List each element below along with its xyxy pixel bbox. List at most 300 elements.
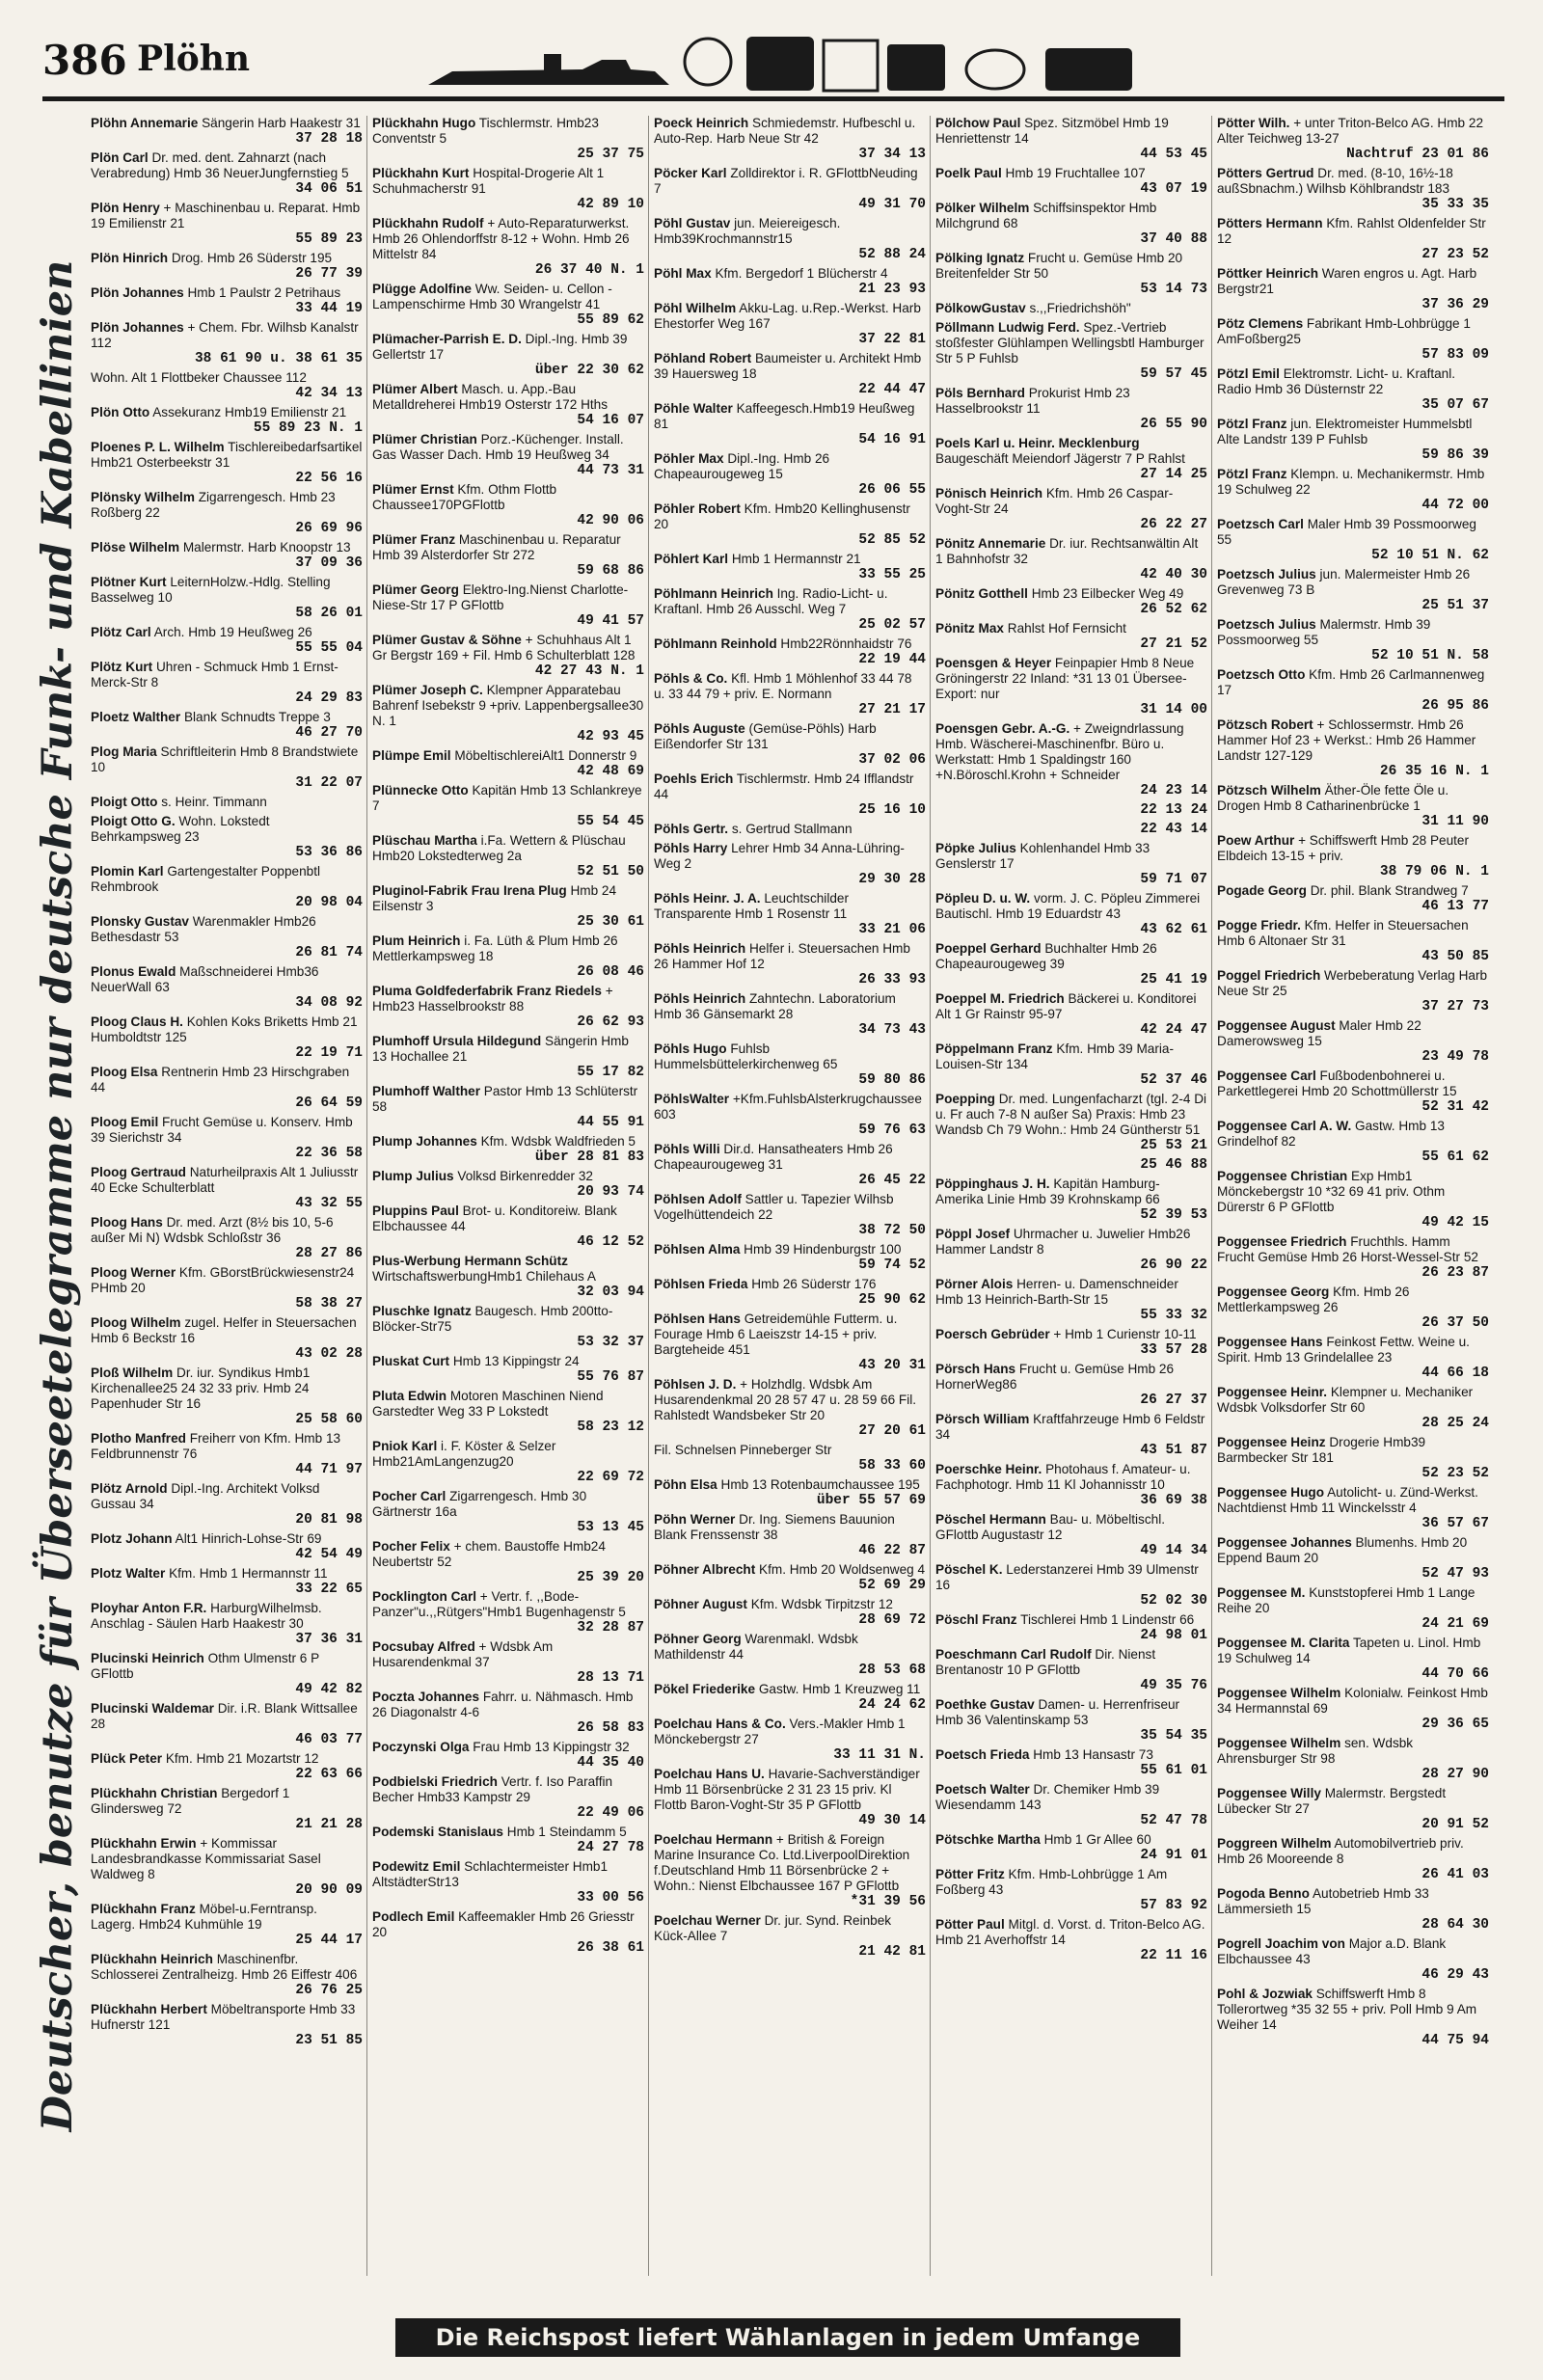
entry-phone: 59 74 52 — [858, 1258, 926, 1273]
directory-entry — [935, 1832, 1207, 1863]
directory-entry — [372, 1254, 644, 1300]
entry-phone: 28 53 68 — [858, 1663, 926, 1678]
entry-phone: 26 27 37 — [1140, 1393, 1207, 1408]
entry-details: Kfm. GBorstBrückwiesenstr24 PHmb 20 — [91, 1265, 355, 1295]
directory-entry — [1217, 1485, 1489, 1531]
entry-name: Poczta Johannes — [372, 1690, 480, 1704]
entry-name: Poetzsch Carl — [1217, 517, 1304, 531]
directory-entry — [372, 1204, 644, 1250]
directory-entry — [1217, 667, 1489, 714]
entry-name: Pöppinghaus J. H. — [935, 1176, 1050, 1191]
entry-name: Pöhle Walter — [654, 401, 733, 416]
entry-details: Getreidemühle Futterm. u. Fourage Hmb 6 Laeiszstr 14-15 + priv. Bargteheide 451 — [654, 1312, 898, 1357]
entry-phone: 59 80 86 — [858, 1072, 926, 1088]
directory-entry — [91, 795, 363, 810]
entry-name: Plümer Georg — [372, 582, 459, 597]
entry-name: Pluma Goldfederfabrik Franz Riedels — [372, 984, 602, 998]
entry-details: Kaffeegesch.Hmb19 Heußweg 81 — [654, 401, 915, 431]
entry-phone: 42 90 06 — [577, 513, 644, 528]
entry-details: Motoren Maschinen Niend Garstedter Weg 33 P Lokstedt — [372, 1389, 604, 1419]
entry-details: Gartengestalter Poppenbtl Rehmbrook — [91, 864, 321, 894]
directory-entry — [372, 1539, 644, 1585]
directory-entry — [1217, 567, 1489, 613]
entry-details: Maschinenfbr. Schlosserei Zentralheizg. Hmb 26 Eiffestr 406 — [91, 1952, 358, 1982]
entry-details: Porz.-Küchenger. Install. Gas Wasser Dach. Hmb 19 Heußweg 34 — [372, 432, 624, 462]
entry-details: Äther-Öle fette Öle u. Drogen Hmb 8 Catharinenbrücke 1 — [1217, 783, 1449, 813]
directory-entry — [91, 251, 363, 282]
entry-phone: 58 33 60 — [858, 1458, 926, 1474]
directory-entry — [935, 1917, 1207, 1963]
directory-entry — [935, 1277, 1207, 1323]
entry-name: Poggensee Hugo — [1217, 1485, 1325, 1500]
entry-phone: 55 61 62 — [1421, 1149, 1489, 1165]
entry-phone: 55 89 23 — [295, 231, 363, 247]
entry-phone: 46 03 77 — [295, 1732, 363, 1747]
directory-entry — [654, 552, 926, 582]
entry-phone: 25 39 20 — [577, 1570, 644, 1585]
entry-name: Plus-Werbung Hermann Schütz — [372, 1254, 568, 1268]
entry-details: Gastw. Hmb 1 Kreuzweg 11 — [758, 1682, 921, 1696]
entry-name: Poggensee Wilhelm — [1217, 1686, 1341, 1700]
entry-details: Drog. Hmb 26 Süderstr 195 — [171, 251, 333, 265]
entry-name: Pogge Friedr. — [1217, 918, 1301, 933]
directory-entry — [91, 1566, 363, 1597]
entry-name: Ploog Emil — [91, 1115, 159, 1129]
entry-phone: 57 83 09 — [1421, 347, 1489, 363]
entry-name: Plötz Kurt — [91, 660, 153, 674]
entry-name: Pöhls Harry — [654, 841, 728, 855]
entry-phone: 33 57 28 — [1140, 1342, 1207, 1358]
entry-phone: 21 42 81 — [858, 1944, 926, 1960]
directory-entry — [654, 636, 926, 667]
entry-details: Hmb 13 Rotenbaumchaussee 195 — [720, 1477, 920, 1492]
entry-details: Rentnerin Hmb 23 Hirschgraben 44 — [91, 1065, 350, 1095]
entry-name: Plötner Kurt — [91, 575, 167, 589]
entry-name: Poggensee Georg — [1217, 1285, 1330, 1299]
entry-name: Pöhn Werner — [654, 1512, 736, 1527]
directory-entry — [372, 1859, 644, 1906]
entry-details: Kfm. Othm Flottb Chaussee170PGFlottb — [372, 482, 557, 512]
entry-name: Plump Julius — [372, 1169, 454, 1183]
entry-details: Blumenhs. Hmb 20 Eppend Baum 20 — [1217, 1535, 1468, 1565]
entry-name: Poels Karl u. Heinr. Mecklenburg — [935, 436, 1140, 450]
entry-name: Ployhar Anton F.R. — [91, 1601, 207, 1615]
entry-name: Plön Johannes — [91, 285, 184, 300]
entry-name: Plückhahn Hugo — [372, 116, 476, 130]
entry-name: Plück Peter — [91, 1751, 163, 1766]
cabinet-illustration — [887, 44, 945, 91]
entry-name: Ploetz Walther — [91, 710, 181, 724]
directory-entry — [91, 116, 363, 147]
entry-details: Sattler u. Tapezier Wilhsb Vogelhüttendeich 22 — [654, 1192, 894, 1222]
entry-phone: 53 13 45 — [577, 1520, 644, 1535]
entry-phone: 38 61 90 u. 38 61 35 — [194, 351, 363, 366]
entry-phone: 54 16 07 — [577, 413, 644, 428]
entry-phone: 58 23 12 — [577, 1420, 644, 1435]
entry-details: Lederstanzerei Hmb 39 Ulmenstr 16 — [935, 1562, 1199, 1592]
entry-phone: 44 70 66 — [1421, 1666, 1489, 1682]
entry-details: Kfm. Hmb 26 Carlmannenweg 17 — [1217, 667, 1485, 697]
entry-details: Kunststopferei Hmb 1 Lange Reihe 20 — [1217, 1585, 1475, 1615]
entry-name: Ploigt Otto — [91, 795, 158, 809]
entry-name: Poensgen & Heyer — [935, 656, 1052, 670]
directory-entry — [91, 744, 363, 791]
entry-details: Zolldirektor i. R. GFlottbNeuding 7 — [654, 166, 918, 196]
entry-name: Ploog Wilhelm — [91, 1315, 181, 1330]
entry-name: Pöhlmann Reinhold — [654, 636, 777, 651]
directory-entry — [935, 436, 1207, 482]
directory-entry — [1217, 1435, 1489, 1481]
entry-details: s.,,Friedrichshöh" — [1029, 301, 1131, 315]
entry-phone: 26 62 93 — [577, 1014, 644, 1030]
page-number: 386 — [42, 37, 127, 84]
entry-name: Plucinski Heinrich — [91, 1651, 204, 1665]
entry-phone: 25 46 88 — [1140, 1157, 1207, 1173]
entry-name: Plückhahn Herbert — [91, 2002, 207, 2016]
entry-details: Kfm. Hmb-Lohbrügge 1 Am Foßberg 43 — [935, 1867, 1168, 1897]
entry-phone: 27 20 61 — [858, 1423, 926, 1439]
directory-entry — [91, 710, 363, 741]
entry-phone: 27 21 52 — [1140, 636, 1207, 652]
entry-name: Pogade Georg — [1217, 883, 1307, 898]
entry-details: Hmb 26 Süderstr 176 — [751, 1277, 877, 1291]
directory-entry — [935, 1327, 1207, 1358]
directory-entry — [654, 1242, 926, 1273]
entry-details: Spez.-Vertrieb stoßfester Glühlampen Wellingsbtl Hamburger Str 5 P Fuhlsb — [935, 320, 1205, 365]
entry-phone: 37 36 31 — [295, 1632, 363, 1647]
entry-details: Fabrikant Hmb-Lohbrügge 1 AmFoßberg25 — [1217, 316, 1471, 346]
entry-phone: 22 56 16 — [295, 471, 363, 486]
entry-details: (Gemüse-Pöhls) Harb Eißendorfer Str 131 — [654, 721, 877, 751]
entry-details: HarburgWilhelmsb. Anschlag - Säulen Harb Haakestr 30 — [91, 1601, 322, 1631]
entry-details: Bergedorf 1 Glindersweg 72 — [91, 1786, 290, 1816]
entry-details: + Zweigndrlassung Hmb. Wäscherei-Maschinenfbr. Büro u. Werkstatt: Hmb 1 Spaldingstr 160 +N.Böroschl.Krohn + Schneider — [935, 721, 1184, 782]
entry-phone: 22 49 06 — [577, 1805, 644, 1821]
entry-name: Plückhahn Christian — [91, 1786, 218, 1800]
entry-name: Pörsch William — [935, 1412, 1030, 1426]
entry-details: Klempn. u. Mechanikermstr. Hmb 19 Schulweg 22 — [1217, 467, 1485, 497]
entry-details: Dr. Ing. Siemens Bauunion Blank Frenssenstr 38 — [654, 1512, 895, 1542]
entry-name: Poggensee Johannes — [1217, 1535, 1352, 1550]
entry-details: + unter Triton-Belco AG. Hmb 22 Alter Teichweg 13-27 — [1217, 116, 1484, 146]
entry-name: Pötter Wilh. — [1217, 116, 1290, 130]
directory-entry — [91, 1531, 363, 1562]
directory-entry — [1217, 216, 1489, 262]
entry-name: Pöschel Hermann — [935, 1512, 1046, 1527]
entry-details: Möbel-u.Ferntransp. Lagerg. Hmb24 Kuhmühle 19 — [91, 1902, 317, 1932]
directory-entry — [935, 1612, 1207, 1643]
entry-details: sen. Wdsbk Ahrensburger Str 98 — [1217, 1736, 1414, 1766]
entry-details: Freiherr von Kfm. Hmb 13 Feldbrunnenstr 76 — [91, 1431, 341, 1461]
directory-entry — [91, 285, 363, 316]
entry-details: Othm Ulmenstr 6 P GFlottb — [91, 1651, 319, 1681]
entry-name: Pöppl Josef — [935, 1227, 1011, 1241]
entry-details: Major a.D. Blank Elbchaussee 43 — [1217, 1936, 1447, 1966]
entry-name: Poetsch Walter — [935, 1782, 1030, 1797]
entry-name: Plotho Manfred — [91, 1431, 186, 1446]
entry-name: Pöhl Wilhelm — [654, 301, 737, 315]
directory-entry — [935, 201, 1207, 247]
entry-phone: 49 31 70 — [858, 197, 926, 212]
entry-details: Dr. phil. Blank Strandweg 7 — [1310, 883, 1469, 898]
directory-entry — [654, 301, 926, 347]
entry-phone: 52 02 30 — [1140, 1593, 1207, 1609]
entry-details: Baugeschäft Meiendorf Jägerstr 7 P Rahlst — [935, 451, 1185, 466]
directory-entry — [654, 1312, 926, 1373]
entry-details: Dr. med. Arzt (8½ bis 10, 5-6 außer Mi N) Wdsbk Schloßstr 36 — [91, 1215, 334, 1245]
entry-name: Plümer Joseph C. — [372, 683, 483, 697]
entry-name: Pluginol-Fabrik Frau Irena Plug — [372, 883, 567, 898]
entry-name: Pöhn Elsa — [654, 1477, 717, 1492]
entry-phone: 44 53 45 — [1140, 147, 1207, 162]
directory-entry — [1217, 266, 1489, 312]
entry-details: Hmb 13 Kippingstr 24 — [452, 1354, 580, 1368]
entry-name: Pötters Hermann — [1217, 216, 1323, 230]
entry-details: Zigarrengesch. Hmb 30 Gärtnerstr 16a — [372, 1489, 587, 1519]
directory-entry — [372, 1589, 644, 1636]
entry-details: Frucht u. Gemüse Hmb 26 HornerWeg86 — [935, 1362, 1175, 1392]
directory-entry — [372, 1639, 644, 1686]
entry-details: Masch. u. App.-Bau Metalldreherei Hmb19 Osterstr 172 Hths — [372, 382, 609, 412]
entry-name: Plön Carl — [91, 150, 149, 165]
advertising-illustration-strip — [428, 27, 1161, 95]
directory-entry — [654, 1092, 926, 1138]
directory-entry — [91, 1601, 363, 1647]
case-illustration — [1045, 48, 1132, 91]
entry-details: Schiffsinspektor Hmb Milchgrund 68 — [935, 201, 1157, 230]
directory-entry — [91, 1065, 363, 1111]
entry-details: s. Gertrud Stallmann — [731, 822, 853, 836]
entry-phone: 33 55 25 — [858, 567, 926, 582]
entry-phone: 24 91 01 — [1140, 1848, 1207, 1863]
directory-entry — [91, 625, 363, 656]
directory-entry — [91, 1265, 363, 1312]
directory-entry — [1217, 1936, 1489, 1983]
directory-entry — [1217, 918, 1489, 964]
directory-entry — [1217, 1987, 1489, 2048]
directory-entry — [654, 586, 926, 633]
entry-details: Kfm. Bergedorf 1 Blücherstr 4 — [715, 266, 888, 281]
directory-entry — [1217, 467, 1489, 513]
entry-phone: 55 89 62 — [577, 312, 644, 328]
entry-phone: 37 22 81 — [858, 332, 926, 347]
directory-entry — [1217, 166, 1489, 212]
entry-phone: 31 22 07 — [295, 775, 363, 791]
entry-name: Plum Heinrich — [372, 933, 461, 948]
entry-name: Pötz Clemens — [1217, 316, 1304, 331]
entry-details: Herren- u. Damenschneider Hmb 13 Heinrich-Barth-Str 15 — [935, 1277, 1178, 1307]
entry-details: s. Heinr. Timmann — [161, 795, 267, 809]
entry-phone: 42 93 45 — [577, 729, 644, 744]
entry-name: Pölking Ignatz — [935, 251, 1025, 265]
directory-entry — [1217, 1385, 1489, 1431]
entry-details: Schiffswerft Hmb 8 Tollerortweg *35 32 55 + priv. Poll Hmb 9 Am Weiher 14 — [1217, 1987, 1477, 2032]
entry-phone: 32 28 87 — [577, 1620, 644, 1636]
directory-entry — [91, 964, 363, 1011]
entry-phone: 22 44 47 — [858, 382, 926, 397]
directory-entry — [1217, 1686, 1489, 1732]
entry-details: Kfm. Hmb 20 Woldsenweg 4 — [759, 1562, 926, 1577]
directory-entry — [372, 1740, 644, 1771]
column-divider — [930, 116, 931, 2276]
entry-name: Poetzsch Julius — [1217, 567, 1316, 581]
entry-name: Plog Maria — [91, 744, 157, 759]
entry-name: Plomin Karl — [91, 864, 164, 879]
entry-details: Fil. Schnelsen Pinneberger Str — [654, 1443, 832, 1457]
entry-details: Kraftfahrzeuge Hmb 6 Feldstr 34 — [935, 1412, 1205, 1442]
entry-name: Plöse Wilhelm — [91, 540, 180, 554]
entry-name: Podemski Stanislaus — [372, 1825, 503, 1839]
entry-phone: 53 14 73 — [1140, 282, 1207, 297]
directory-entry — [654, 1717, 926, 1763]
entry-phone: 55 17 82 — [577, 1065, 644, 1080]
entry-details: Dr. Chemiker Hmb 39 Wiesendamm 143 — [935, 1782, 1160, 1812]
entry-name: Ploigt Otto G. — [91, 814, 176, 828]
entry-phone: 35 54 35 — [1140, 1728, 1207, 1744]
entry-details: Kapitän Hamburg-Amerika Linie Hmb 39 Krohnskamp 66 — [935, 1176, 1160, 1206]
entry-name: Pöhland Robert — [654, 351, 752, 365]
entry-phone: 35 07 67 — [1421, 397, 1489, 413]
entry-phone: 44 66 18 — [1421, 1366, 1489, 1381]
entry-phone: 31 14 00 — [1140, 702, 1207, 717]
directory-entry — [935, 1041, 1207, 1088]
entry-phone: 42 34 13 — [295, 386, 363, 401]
entry-details: +Kfm.FuhlsbAlsterkrugchaussee 603 — [654, 1092, 922, 1122]
entry-phone: 20 91 52 — [1421, 1817, 1489, 1832]
entry-phone: 38 79 06 N. 1 — [1379, 864, 1489, 879]
entry-phone: 54 16 91 — [858, 432, 926, 447]
entry-phone: 49 42 15 — [1421, 1215, 1489, 1231]
entry-details: Hmb 39 Hindenburgstr 100 — [744, 1242, 902, 1257]
directory-entry — [372, 683, 644, 744]
entry-details: Dr. iur. Syndikus Hmb1 Kirchenallee25 24 32 33 priv. Hmb 24 Papenhuder Str 16 — [91, 1366, 311, 1411]
directory-entry — [654, 771, 926, 818]
entry-details: Kfm. Hmb 26 Mettlerkampsweg 26 — [1217, 1285, 1410, 1314]
directory-entry — [654, 216, 926, 262]
entry-phone: 26 35 16 N. 1 — [1379, 764, 1489, 779]
entry-phone: 33 21 06 — [858, 922, 926, 937]
entry-details: Kfm. Rahlst Oldenfelder Str 12 — [1217, 216, 1486, 246]
entry-phone: 52 47 78 — [1140, 1813, 1207, 1828]
entry-phone: 26 52 62 — [1140, 602, 1207, 617]
entry-name: Pöpke Julius — [935, 841, 1016, 855]
entry-name: Poelchau Werner — [654, 1913, 761, 1928]
header-rule — [42, 96, 1504, 101]
entry-phone: 42 27 43 N. 1 — [534, 663, 644, 679]
directory-entry — [91, 1902, 363, 1948]
entry-phone: 27 21 17 — [858, 702, 926, 717]
entry-name: Pniok Karl — [372, 1439, 438, 1453]
entry-phone: 53 36 86 — [295, 845, 363, 860]
entry-phone: 26 37 50 — [1421, 1315, 1489, 1331]
directory-entry — [935, 621, 1207, 652]
directory-entry — [1217, 1018, 1489, 1065]
entry-name: Poggensee M. — [1217, 1585, 1306, 1600]
entry-phone: 20 90 09 — [295, 1882, 363, 1898]
entry-name: Poelchau Hermann — [654, 1832, 773, 1847]
directory-entry — [372, 1909, 644, 1956]
entry-phone: 25 02 57 — [858, 617, 926, 633]
entry-name: Ploog Hans — [91, 1215, 163, 1230]
directory-entry — [654, 822, 926, 837]
directory-column-1 — [91, 116, 363, 2276]
directory-entry — [1217, 1169, 1489, 1231]
entry-phone: 28 27 86 — [295, 1246, 363, 1261]
entry-name: Pötters Gertrud — [1217, 166, 1314, 180]
directory-entry — [372, 1439, 644, 1485]
directory-entry — [654, 1377, 926, 1439]
directory-entry — [935, 301, 1207, 316]
entry-name: Poggensee Carl A. W. — [1217, 1119, 1352, 1133]
entry-details: Brot- u. Konditoreiw. Blank Elbchaussee 44 — [372, 1204, 617, 1233]
entry-phone: 29 36 65 — [1421, 1717, 1489, 1732]
entry-name: Pöhls Auguste — [654, 721, 745, 736]
directory-entry — [372, 1084, 644, 1130]
entry-phone: *31 39 56 — [850, 1894, 926, 1909]
directory-entry — [372, 833, 644, 879]
entry-details: Sängerin Harb Haakestr 31 — [202, 116, 361, 130]
entry-details: Assekuranz Hmb19 Emilienstr 21 — [152, 405, 347, 419]
entry-name: Poggensee Friedrich — [1217, 1234, 1347, 1249]
directory-entry — [935, 941, 1207, 987]
entry-details: Zahntechn. Laboratorium Hmb 36 Gänsemarkt 28 — [654, 991, 896, 1021]
entry-details: Naturheilpraxis Alt 1 Juliusstr 40 Ecke Schulterblatt — [91, 1165, 359, 1195]
entry-details: i.Fa. Wettern & Plüschau Hmb20 Lokstedterweg 2a — [372, 833, 626, 863]
entry-name: Podewitz Emil — [372, 1859, 461, 1874]
entry-phone: 36 57 67 — [1421, 1516, 1489, 1531]
entry-phone: 26 33 93 — [858, 972, 926, 987]
entry-phone: 44 73 31 — [577, 463, 644, 478]
directory-entry — [654, 266, 926, 297]
entry-phone: 24 23 14 — [1140, 783, 1207, 798]
entry-phone: 52 47 93 — [1421, 1566, 1489, 1582]
directory-entry — [935, 1782, 1207, 1828]
directory-entry — [654, 1597, 926, 1628]
entry-details: + Auto-Reparaturwerkst. Hmb 26 Ohlendorffstr 8-12 + Wohn. Hmb 26 Mittelstr 84 — [372, 216, 630, 261]
entry-phone: 22 69 72 — [577, 1470, 644, 1485]
entry-details: Kolonialw. Feinkost Hmb 34 Hermannstal 69 — [1217, 1686, 1488, 1716]
entry-details: Hmb 13 Hansastr 73 — [1033, 1747, 1153, 1762]
entry-phone: 43 20 31 — [858, 1358, 926, 1373]
entry-name: Pocklington Carl — [372, 1589, 477, 1604]
entry-phone: 43 50 85 — [1421, 949, 1489, 964]
entry-phone: 52 31 42 — [1421, 1099, 1489, 1115]
directory-entry — [91, 1836, 363, 1898]
entry-details: + British & Foreign Marine Insurance Co. Ltd.LiverpoolDirektion f.Deutschland Hmb 11 Börsenbrücke 2 + Wohn.: Nienst Elbchaussee 167 P GFlottb — [654, 1832, 910, 1893]
directory-entry — [654, 1277, 926, 1308]
entry-details: + Hmb 1 Curienstr 10-11 — [1053, 1327, 1197, 1341]
entry-details: + Maschinenbau u. Reparat. Hmb 19 Emilienstr 21 — [91, 201, 361, 230]
directory-entry — [372, 783, 644, 829]
directory-entry — [1217, 883, 1489, 914]
directory-entry — [372, 282, 644, 328]
column-divider — [648, 116, 649, 2276]
entry-details: Schriftleiterin Hmb 8 Brandstwiete 10 — [91, 744, 359, 774]
entry-phone: 43 02 28 — [295, 1346, 363, 1362]
directory-entry — [372, 883, 644, 930]
entry-phone: 59 86 39 — [1421, 447, 1489, 463]
entry-details: Dipl.-Ing. Architekt Volksd Gussau 34 — [91, 1481, 320, 1511]
entry-name: Pöhner August — [654, 1597, 747, 1611]
entry-phone: 49 30 14 — [858, 1813, 926, 1828]
entry-name: Poeppel M. Friedrich — [935, 991, 1065, 1006]
directory-entry — [91, 1701, 363, 1747]
entry-phone: 44 35 40 — [577, 1755, 644, 1771]
entry-name: Pöhlert Karl — [654, 552, 729, 566]
entry-details: Pastor Hmb 13 Schlüterstr 58 — [372, 1084, 638, 1114]
entry-details: Dr. med. (8-10, 16½-18 außSbnachm.) Wilhsb Köhlbrandstr 183 — [1217, 166, 1453, 196]
directory-entry — [935, 251, 1207, 297]
